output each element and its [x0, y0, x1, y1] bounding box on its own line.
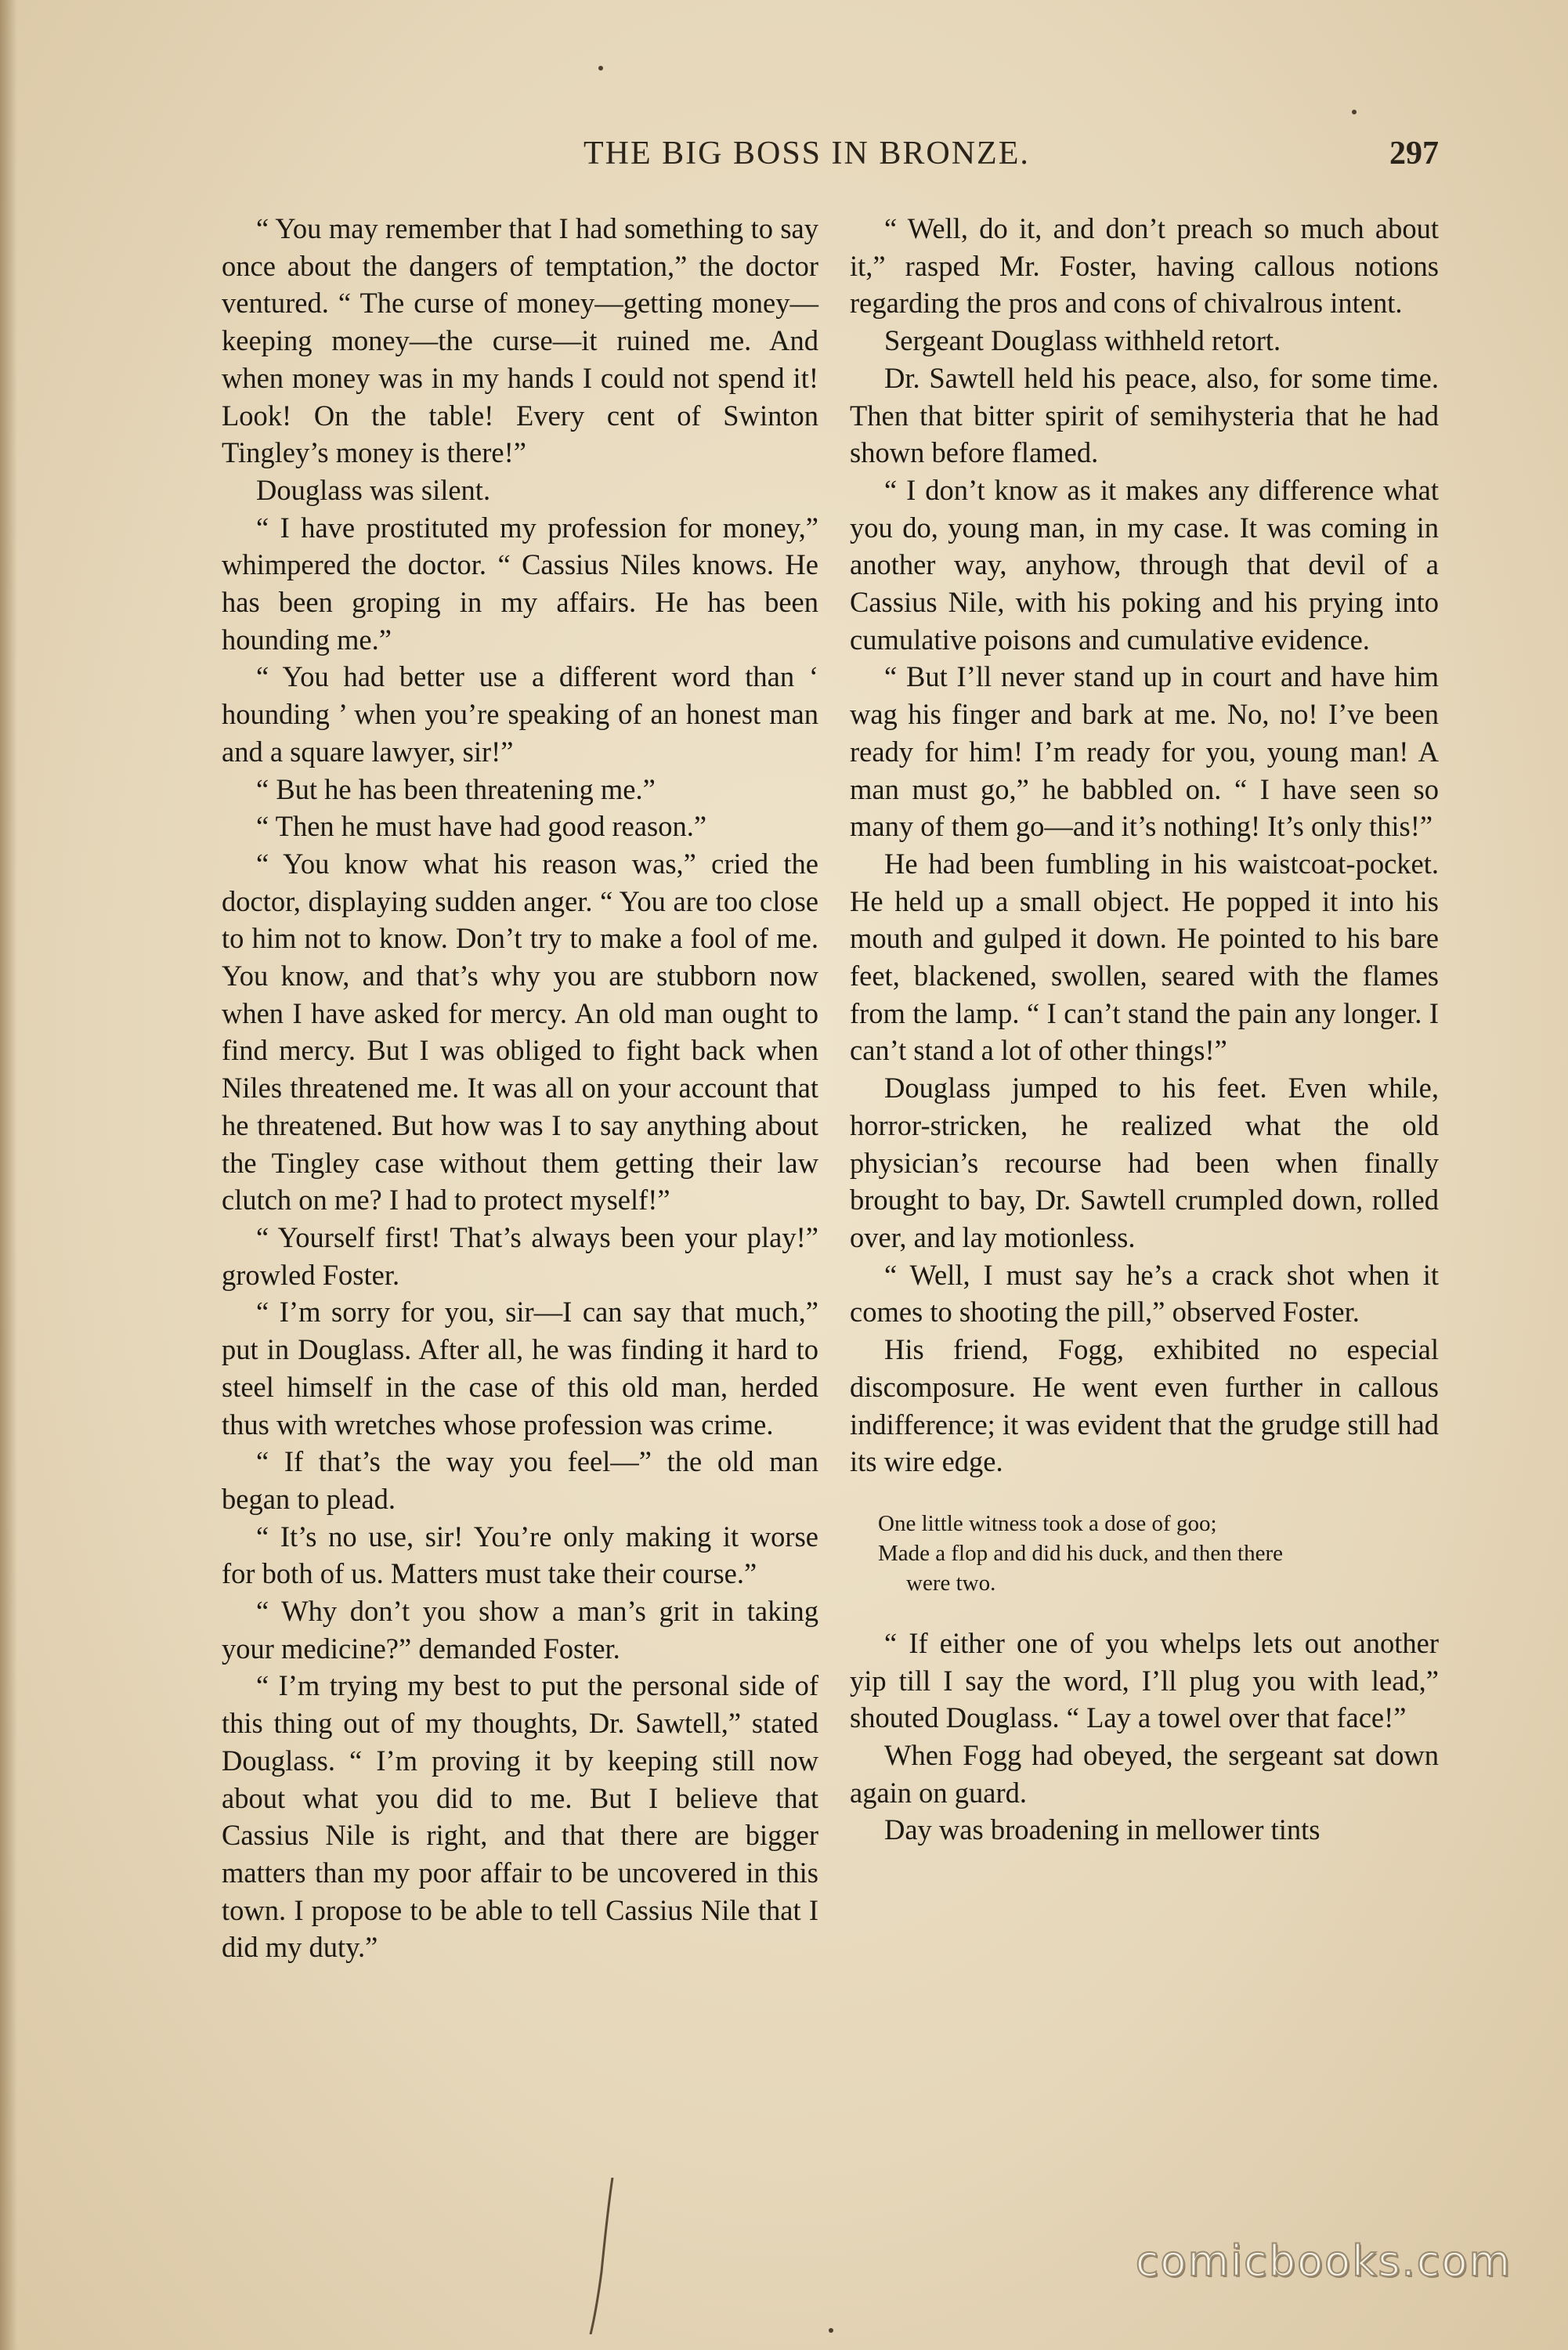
paragraph: “ You know what his reason was,” cried the doctor, displaying sudden anger. “ You are too close to him not to know. Don’t try to make a fool of me. You know, and that’s why you are stubborn now when I have asked for mercy. An old man ought to find mercy. But I was obliged to fight back when Niles threatened me. It was all on your account that he threatened. But how was I to say anything about the Tingley case without them getting their law clutch on me? I had to protect myself!”	[222, 847, 818, 1217]
ink-speck	[598, 66, 603, 70]
watermark: comicbooks.com	[1135, 2236, 1512, 2286]
left-column	[222, 210, 818, 1966]
paragraph: “ Yourself first! That’s always been your play!” growled Foster.	[222, 1220, 818, 1291]
paragraph: He had been fumbling in his waistcoat-pocket. He held up a small object. He popped it into his mouth and gulped it down. He pointed to his bare feet, blackened, swollen, seared with the flames from the lamp. “ I can’t stand the pain any longer. I can’t stand a lot of other things!”	[850, 847, 1439, 1067]
paragraph: “ If that’s the way you feel—” the old man began to plead.	[222, 1445, 818, 1515]
paragraph: “ If either one of you whelps lets out another yip till I say the word, I’ll plug you with lead,” shouted Douglass. “ Lay a towel over that face!”	[850, 1626, 1439, 1734]
paragraph: “ I don’t know as it makes any difference what you do, young man, in my case. It was coming in another way, anyhow, through that devil of a Cassius Nile, with his poking and his prying into cumulative poisons and cumulative evidence.	[850, 473, 1439, 656]
verse-block	[878, 1509, 1439, 1598]
paragraph: “ It’s no use, sir! You’re only making it worse for both of us. Matters must take their course.”	[222, 1520, 818, 1590]
paragraph: “ You had better use a different word than ‘ hounding ’ when you’re speaking of an honest man and a square lawyer, sir!”	[222, 660, 818, 768]
paragraph: “ But he has been threatening me.”	[256, 772, 656, 805]
page-number: 297	[1389, 136, 1439, 172]
paragraph: “ You may remember that I had something to say once about the dangers of temptation,” the doctor ventured. “ The curse of money—getting money—keeping money—the curse—it ruined me. And when money was in my hands I could not spend it! Look! On the table! Every cent of Swinton Tingley’s money is there!”	[222, 212, 818, 469]
paragraph: When Fogg had obeyed, the sergeant sat down again on guard.	[850, 1739, 1439, 1809]
ink-speck	[829, 2328, 833, 2333]
paragraph: “ Well, I must say he’s a crack shot when it comes to shooting the pill,” observed Foster.	[850, 1258, 1439, 1329]
running-head: THE BIG BOSS IN BRONZE.	[583, 136, 1030, 172]
right-column	[850, 210, 1439, 1849]
paragraph: Douglass was silent.	[256, 473, 491, 506]
verse-line: One little witness took a dose of goo;	[878, 1510, 1217, 1536]
paragraph: “ I have prostituted my profession for money,” whimpered the doctor. “ Cassius Niles knows. He has been groping in my affairs. He has been hounding me.”	[222, 511, 818, 656]
paragraph: Day was broadening in mellower tints	[884, 1813, 1321, 1846]
verse-line: Made a flop and did his duck, and then there	[878, 1540, 1284, 1566]
paragraph: Douglass jumped to his feet. Even while, horror-stricken, he realized what the old physician’s recourse had been when finally brought to bay, Dr. Sawtell crumpled down, rolled over, and lay motionless.	[850, 1072, 1439, 1253]
paragraph: Sergeant Douglass withheld retort.	[884, 324, 1281, 357]
paragraph: “ Well, do it, and don’t preach so much about it,” rasped Mr. Foster, having callous notions regarding the pros and cons of chivalrous intent.	[850, 212, 1439, 320]
paper-tear-mark	[581, 2178, 628, 2334]
paragraph: “ But I’ll never stand up in court and have him wag his finger and bark at me. No, no! I’ve been ready for him! I’m ready for you, young man! A man must go,” he babbled on. “ I have seen so many of them go—and it’s nothing! It’s only this!”	[850, 660, 1439, 843]
paragraph: Dr. Sawtell held his peace, also, for some time. Then that bitter spirit of semihysteria that he had shown before flamed.	[850, 361, 1439, 469]
paragraph: “ I’m trying my best to put the personal side of this thing out of my thoughts, Dr. Sawtell,” stated Douglass. “ I’m proving it by keeping still now about what you did to me. But I believe that Cassius Nile is right, and that there are bigger matters than my poor affair to be uncovered in this town. I propose to be able to tell Cassius Nile that I did my duty.”	[222, 1669, 818, 1964]
page-edge-shadow	[0, 0, 17, 2350]
paragraph: “ I’m sorry for you, sir—I can say that much,” put in Douglass. After all, he was finding it hard to steel himself in the case of this old man, herded thus with wretches whose profession was crime.	[222, 1296, 818, 1441]
paragraph: His friend, Fogg, exhibited no especial discomposure. He went even further in callous indifference; it was evident that the grudge still had its wire edge.	[850, 1333, 1439, 1478]
ink-speck	[1352, 110, 1357, 114]
page-header	[0, 135, 1568, 182]
paragraph: “ Then he must have had good reason.”	[256, 810, 707, 843]
paragraph: “ Why don’t you show a man’s grit in taking your medicine?” demanded Foster.	[222, 1595, 818, 1665]
verse-line: were two.	[906, 1570, 996, 1596]
